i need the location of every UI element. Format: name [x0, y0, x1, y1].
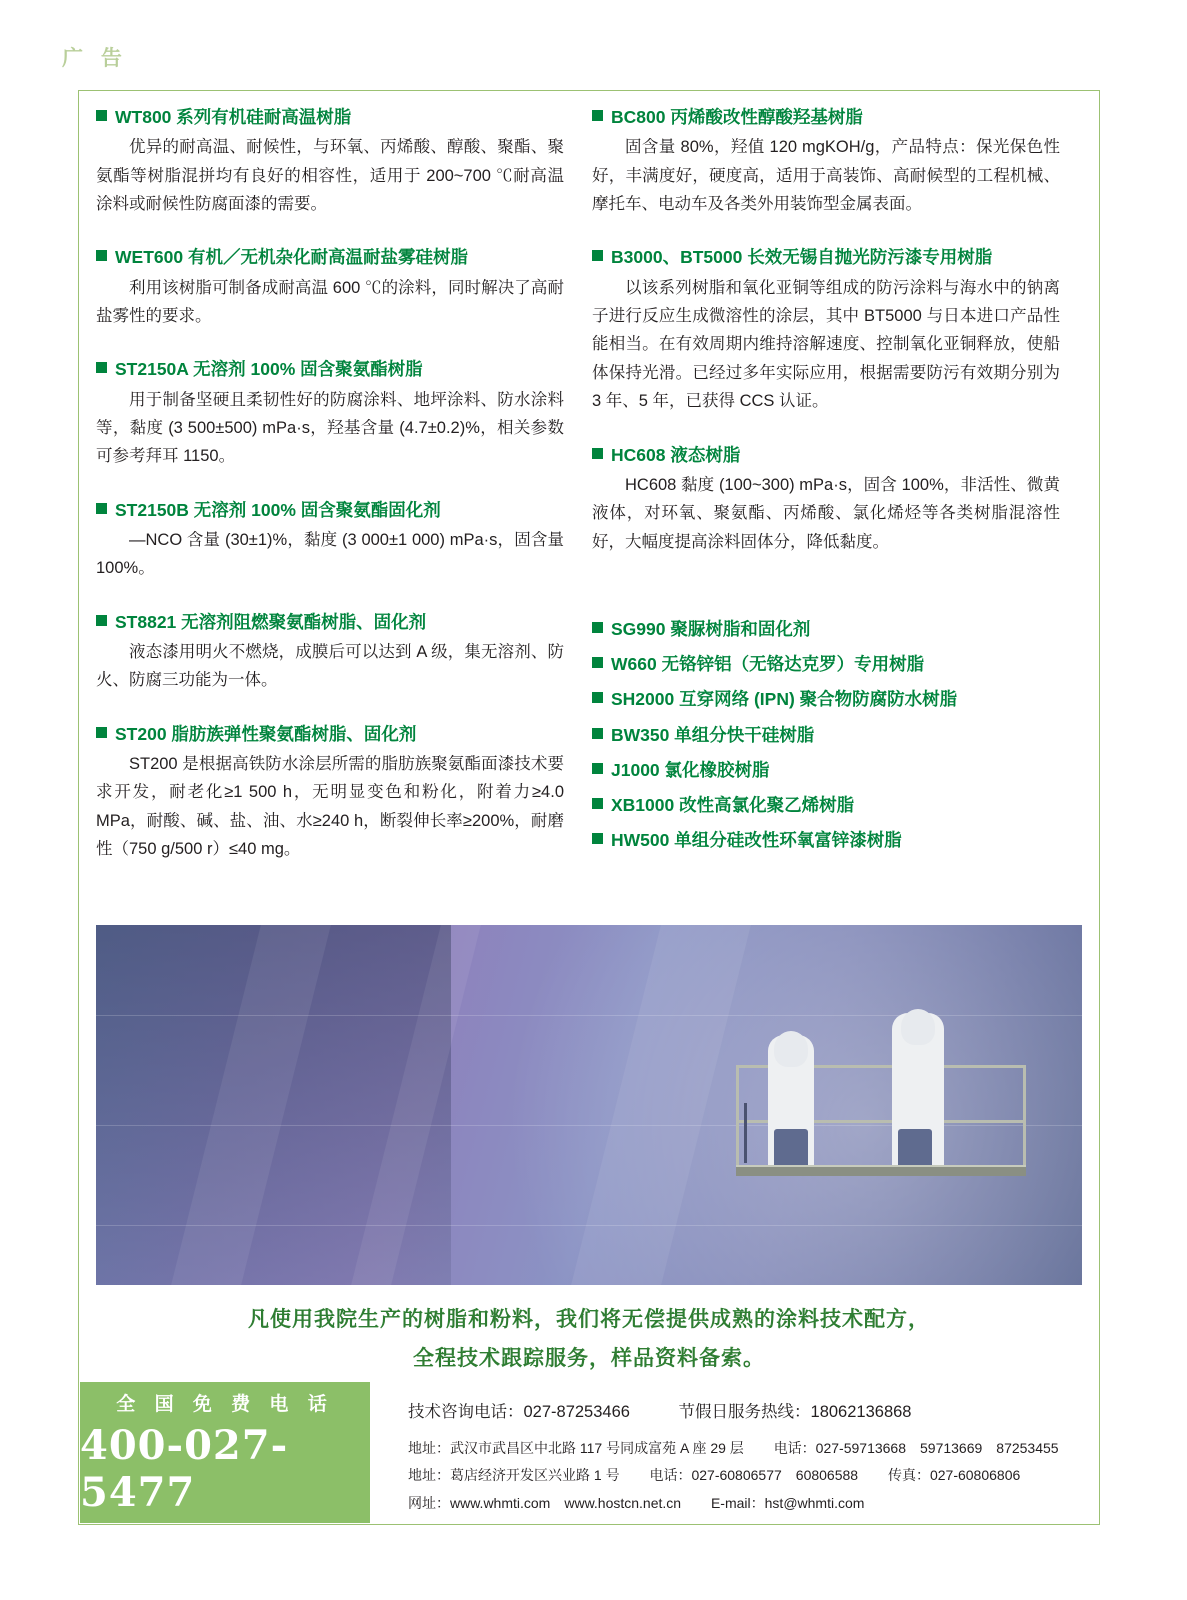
tagline [96, 1300, 1082, 1378]
list-item [592, 792, 1060, 818]
email[interactable]: E-mail：hst@whmti.com [710, 1494, 865, 1511]
product-body: 固含量 80%，羟值 120 mgKOH/g，产品特点：保光保色性好，丰满度好，硬度高，适用于高装饰、高耐候型的工程机械、摩托车、电动车及各类外用装饰型金属表面。 [592, 138, 1060, 213]
bullet-square-icon [592, 728, 603, 739]
list-item [592, 616, 1060, 642]
list-item-label: XB1000 改性高氯化聚乙烯树脂 [611, 795, 855, 816]
bullet-square-icon [96, 362, 107, 373]
free-hotline-panel [80, 1382, 370, 1523]
bullet-square-icon [96, 110, 107, 121]
address-1-tel: 电话：027-59713668 59713669 87253455 [773, 1440, 1059, 1456]
product-body: 以该系列树脂和氧化亚铜等组成的防污涂料与海水中的钠离子进行反应生成微溶性的涂层，其中 BT5000 与日本进口产品性能相当。在有效周期内维持溶解速度、控制氧化亚铜释放，使船体保持光滑。已经过多年实际应用，根据需要防污有效期分别为 3 年、5 年，已获得 CCS 认证。 [592, 278, 1060, 411]
list-item [592, 827, 1060, 853]
work-platform [736, 1165, 1026, 1176]
ad-mark: 广 告 [62, 47, 128, 70]
spray-hose [744, 1103, 747, 1163]
list-item-label: W660 无铬锌铝（无铬达克罗）专用树脂 [611, 654, 925, 675]
product-body: 液态漆用明火不燃烧，成膜后可以达到 A 级，集无溶剂、防火、防腐三功能为一体。 [96, 643, 564, 690]
worker-hood [774, 1031, 808, 1067]
worker-figure [892, 1013, 944, 1173]
bullet-square-icon [592, 798, 603, 809]
website[interactable]: 网址：www.whmti.com www.hostcn.net.cn [408, 1494, 682, 1511]
product-heading-text: ST8821 无溶剂阻燃聚氨酯树脂、固化剂 [115, 611, 427, 632]
product-heading-text: HC608 液态树脂 [611, 444, 741, 465]
product-body: 利用该树脂可制备成耐高温 600 ℃的涂料，同时解决了高耐盐雾性的要求。 [96, 278, 564, 325]
bullet-square-icon [592, 250, 603, 261]
bullet-square-icon [592, 110, 603, 121]
list-item [592, 757, 1060, 783]
product-heading [592, 104, 1060, 130]
left-column [96, 104, 564, 904]
product-heading-text: BC800 丙烯酸改性醇酸羟基树脂 [611, 107, 863, 127]
address-line-2 [408, 1462, 1098, 1489]
photo-streak [571, 925, 751, 1285]
list-item-label: SH2000 互穿网络 (IPN) 聚合物防腐防水树脂 [611, 689, 958, 710]
contact-phones [408, 1398, 1098, 1422]
product-block [96, 497, 564, 583]
product-heading [592, 244, 1060, 270]
bullet-square-icon [96, 727, 107, 738]
list-item-label: HW500 单组分硅改性环氧富锌漆树脂 [611, 830, 902, 851]
tagline-line-1: 凡使用我院生产的树脂和粉料，我们将无偿提供成熟的涂料技术配方， [248, 1306, 930, 1331]
free-hotline-number: 400-027-5477 [80, 1422, 289, 1516]
bullet-square-icon [592, 622, 603, 633]
product-body: 用于制备坚硬且柔韧性好的防腐涂料、地坪涂料、防水涂料等，黏度 (3 500±500) mPa·s，羟基含量 (4.7±0.2)%，相关参数可参考拜耳 1150。 [96, 390, 564, 466]
product-heading [96, 104, 564, 130]
product-heading [96, 356, 564, 382]
bullet-square-icon [592, 833, 603, 844]
address-2: 地址：葛店经济开发区兴业路 1 号 [408, 1467, 620, 1484]
consult-phone: 技术咨询电话：027-87253466 [408, 1403, 630, 1421]
bullet-square-icon [96, 503, 107, 514]
product-block [96, 356, 564, 470]
product-block [96, 244, 564, 330]
contact-details [370, 1382, 1098, 1523]
product-block [96, 721, 564, 864]
product-block [592, 244, 1060, 415]
product-heading-text: ST2150A 无溶剂 100% 固含聚氨酯树脂 [115, 359, 423, 380]
product-block [96, 609, 564, 695]
product-body: —NCO 含量 (30±1)%，黏度 (3 000±1 000) mPa·s，固含量 100%。 [96, 531, 564, 578]
bullet-square-icon [96, 615, 107, 626]
list-item-label: SG990 聚脲树脂和固化剂 [611, 618, 811, 639]
tagline-line-2: 全程技术跟踪服务，样品资料备索。 [413, 1344, 765, 1370]
address-1: 地址：武汉市武昌区中北路 117 号同成富苑 A 座 29 层 [408, 1440, 744, 1456]
product-block [96, 104, 564, 218]
product-heading [96, 721, 564, 747]
product-heading-text: ST2150B 无溶剂 100% 固含聚氨酯固化剂 [115, 499, 441, 520]
product-block [592, 104, 1060, 218]
bullet-square-icon [592, 692, 603, 703]
list-item [592, 722, 1060, 748]
product-heading-text: ST200 脂肪族弹性聚氨酯树脂、固化剂 [115, 723, 417, 744]
product-body: 优异的耐高温、耐候性，与环氧、丙烯酸、醇酸、聚酯、聚氨酯等树脂混拼均有良好的相容性，适用于 200~700 ℃耐高温涂料或耐候性防腐面漆的需要。 [96, 138, 564, 213]
worker-figure [768, 1035, 814, 1173]
free-hotline-label: 全 国 免 费 电 话 [116, 1394, 334, 1415]
worker-hood [901, 1009, 935, 1045]
product-heading-text: WT800 系列有机硅耐高温树脂 [115, 107, 352, 127]
hull-line [96, 1225, 1082, 1226]
list-item [592, 686, 1060, 712]
bullet-square-icon [592, 657, 603, 668]
holiday-hotline: 节假日服务热线：18062136868 [678, 1403, 912, 1421]
product-heading-text: B3000、BT5000 长效无锡自抛光防污漆专用树脂 [611, 247, 993, 268]
list-item [592, 651, 1060, 677]
product-heading-text: WET600 有机／无机杂化耐高温耐盐雾硅树脂 [115, 247, 468, 268]
bullet-square-icon [96, 250, 107, 261]
product-heading [96, 244, 564, 270]
list-item-label: J1000 氯化橡胶树脂 [611, 759, 770, 780]
bullet-square-icon [592, 448, 603, 459]
address-line-1 [408, 1435, 1098, 1462]
bullet-square-icon [592, 763, 603, 774]
right-column [592, 104, 1060, 904]
address-2-tel: 电话：027-60806577 60806588 [649, 1467, 859, 1484]
product-block [592, 442, 1060, 556]
product-body: ST200 是根据高铁防水涂层所需的脂肪族聚氨酯面漆技术要求开发，耐老化≥1 500 h，无明显变色和粉化，附着力≥4.0 MPa，耐酸、碱、盐、油、水≥240 h，断裂伸长率≥200%，耐磨性（750 g/500 r）≤40 mg。 [96, 755, 564, 859]
product-heading [96, 609, 564, 635]
product-heading [592, 442, 1060, 468]
product-heading [96, 497, 564, 523]
web-line [408, 1490, 1098, 1517]
two-column-content [96, 104, 1086, 904]
product-name-list [592, 616, 1060, 854]
ship-painting-photo [96, 925, 1082, 1285]
address-2-fax: 传真：027-60806806 [887, 1467, 1021, 1484]
footer [80, 1382, 1098, 1523]
list-item-label: BW350 单组分快干硅树脂 [611, 724, 815, 745]
product-body: HC608 黏度 (100~300) mPa·s，固含 100%，非活性、微黄液体，对环氧、聚氨酯、丙烯酸、氯化烯烃等各类树脂混溶性好，大幅度提高涂料固体分，降低黏度。 [592, 475, 1060, 551]
